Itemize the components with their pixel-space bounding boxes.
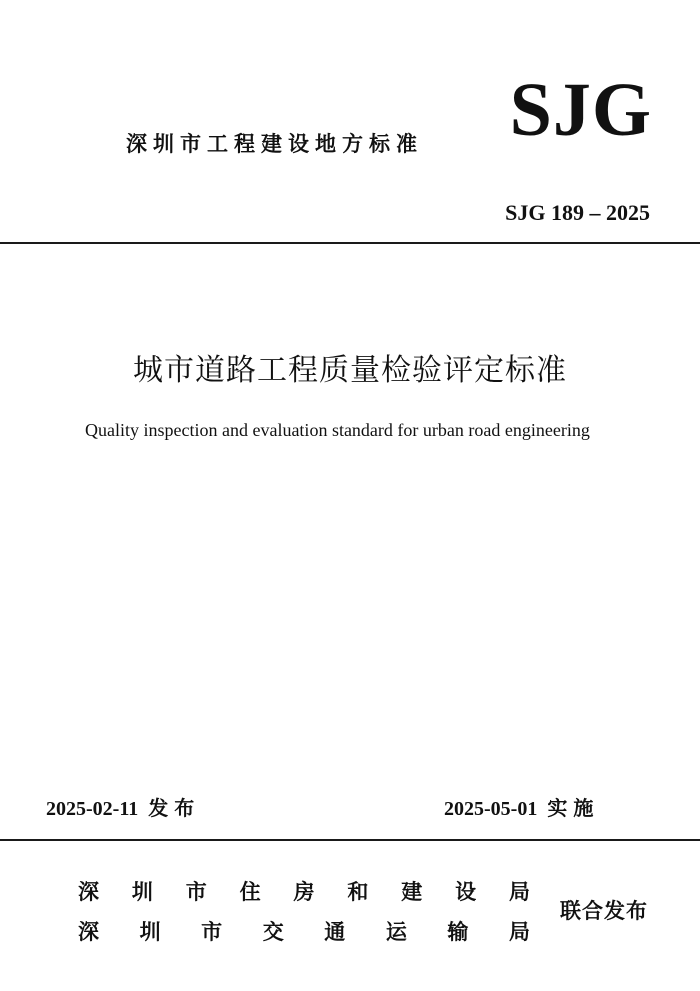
series-name: 深圳市工程建设地方标准 xyxy=(126,132,423,156)
publisher-housing-bureau xyxy=(78,876,530,906)
publisher-char: 深 xyxy=(78,880,99,904)
effective-label: 实施 xyxy=(547,796,600,820)
top-divider xyxy=(0,242,700,244)
publisher-char: 设 xyxy=(455,880,477,904)
publisher-char: 市 xyxy=(185,880,207,904)
issue-label: 发布 xyxy=(148,796,201,820)
publisher-char: 深 xyxy=(78,920,99,944)
publisher-char: 建 xyxy=(401,880,423,904)
publisher-char: 通 xyxy=(324,920,346,944)
publisher-char: 房 xyxy=(293,880,315,904)
standard-number: SJG 189 – 2025 xyxy=(505,200,650,225)
publisher-char: 市 xyxy=(201,920,223,944)
effective-date: 2025-05-01 xyxy=(444,798,538,820)
publisher-char: 住 xyxy=(239,880,261,904)
publisher-char: 圳 xyxy=(131,880,153,904)
document-title-english: Quality inspection and evaluation standard for urban road engineering xyxy=(85,420,590,440)
bottom-divider xyxy=(0,839,700,841)
document-title-chinese: 城市道路工程质量检验评定标准 xyxy=(133,353,567,388)
joint-publication-label: 联合发布 xyxy=(560,899,648,923)
publisher-char: 和 xyxy=(347,880,369,904)
effective-date-line xyxy=(444,792,599,821)
publisher-char: 运 xyxy=(385,920,407,944)
publisher-char: 局 xyxy=(508,920,530,944)
publisher-char: 交 xyxy=(262,920,284,944)
publisher-transport-bureau xyxy=(78,916,530,946)
issue-date-line xyxy=(46,792,200,821)
issue-date: 2025-02-11 xyxy=(46,798,139,820)
publisher-char: 圳 xyxy=(139,920,161,944)
series-code-logo: SJG xyxy=(509,68,652,152)
publisher-char: 局 xyxy=(509,880,530,904)
publisher-char: 输 xyxy=(447,920,469,944)
